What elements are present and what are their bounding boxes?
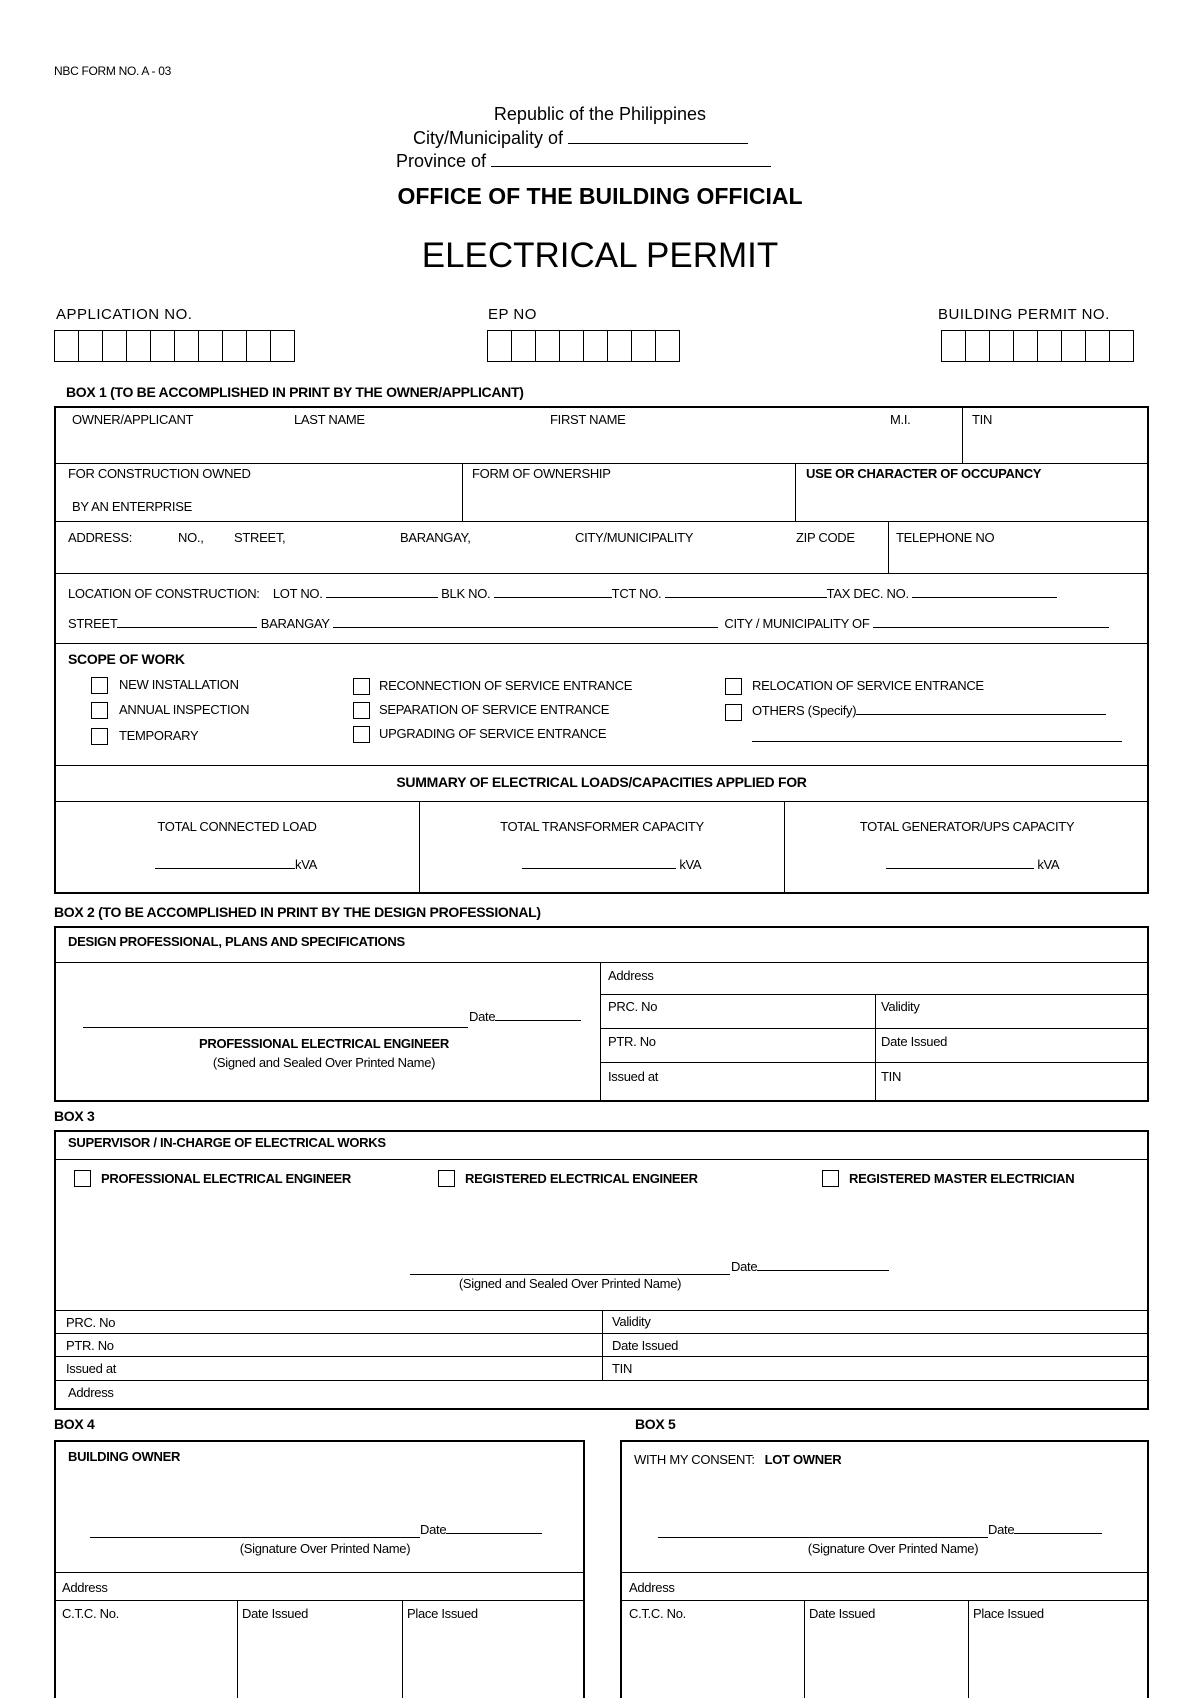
- others-checkbox[interactable]: [725, 704, 742, 721]
- box5-address-label: Address: [629, 1580, 675, 1595]
- separation-checkbox[interactable]: [353, 702, 370, 719]
- box5-signature-label: (Signature Over Printed Name): [807, 1541, 979, 1556]
- city-municipality-label: CITY/MUNICIPALITY: [575, 530, 694, 545]
- street2-label: STREET: [68, 616, 118, 631]
- box2-address-label: Address: [608, 968, 654, 983]
- office-title: OFFICE OF THE BUILDING OFFICIAL: [397, 183, 803, 209]
- blk-no-blank[interactable]: [494, 597, 612, 598]
- lot-no-blank[interactable]: [326, 597, 438, 598]
- tct-no-label: TCT NO.: [611, 586, 662, 601]
- box4-date-issued-label: Date Issued: [242, 1606, 309, 1621]
- box4: [54, 1440, 585, 1698]
- box5-ctc-label: C.T.C. No.: [629, 1606, 686, 1621]
- location-line: [68, 586, 1057, 601]
- city-blank[interactable]: [568, 143, 748, 144]
- box3-date-issued-label: Date Issued: [612, 1338, 679, 1353]
- application-no-label: APPLICATION NO.: [56, 306, 193, 323]
- box5-heading: BOX 5: [635, 1416, 676, 1432]
- reconnection-label: RECONNECTION OF SERVICE ENTRANCE: [379, 678, 633, 693]
- tin-label: TIN: [972, 412, 993, 427]
- telephone-label: TELEPHONE NO: [896, 530, 995, 545]
- first-name-label: FIRST NAME: [550, 412, 626, 427]
- box4-date-blank[interactable]: [446, 1533, 542, 1534]
- no-label: NO.,: [178, 530, 204, 545]
- street2-blank[interactable]: [117, 627, 257, 628]
- relocation-label: RELOCATION OF SERVICE ENTRANCE: [752, 678, 984, 693]
- box2-date-line: [469, 1009, 581, 1024]
- tax-dec-blank[interactable]: [912, 597, 1057, 598]
- box5-date-blank[interactable]: [1014, 1533, 1102, 1534]
- last-name-label: LAST NAME: [294, 412, 365, 427]
- ep-no-field[interactable]: [487, 330, 680, 362]
- box2-validity-label: Validity: [881, 999, 920, 1014]
- use-occupancy-label: USE OR CHARACTER OF OCCUPANCY: [806, 466, 1042, 481]
- box4-ctc-label: C.T.C. No.: [62, 1606, 119, 1621]
- others-blank[interactable]: [856, 714, 1106, 715]
- box4-date-label: Date: [420, 1522, 447, 1537]
- box2-tin-label: TIN: [881, 1069, 902, 1084]
- box2-issued-at-label: Issued at: [608, 1069, 659, 1084]
- city-label: City/Municipality of: [413, 128, 564, 148]
- box3-rme-checkbox[interactable]: [822, 1170, 839, 1187]
- province-blank[interactable]: [491, 166, 771, 167]
- by-enterprise-label: BY AN ENTERPRISE: [72, 499, 192, 514]
- box5-date-issued-label: Date Issued: [809, 1606, 876, 1621]
- new-installation-checkbox[interactable]: [91, 677, 108, 694]
- separation-label: SEPARATION OF SERVICE ENTRANCE: [379, 702, 610, 717]
- total-generator-label: TOTAL GENERATOR/UPS CAPACITY: [859, 819, 1075, 834]
- barangay-label: BARANGAY,: [400, 530, 471, 545]
- form-number: NBC FORM NO. A - 03: [54, 64, 171, 78]
- box3-date-blank[interactable]: [757, 1270, 889, 1271]
- box2-subheading: DESIGN PROFESSIONAL, PLANS AND SPECIFICATIONS: [68, 934, 405, 949]
- scope-of-work-label: SCOPE OF WORK: [68, 651, 185, 667]
- box5-place-issued-label: Place Issued: [973, 1606, 1044, 1621]
- for-construction-label: FOR CONSTRUCTION OWNED: [68, 466, 251, 481]
- permit-title: ELECTRICAL PERMIT: [421, 236, 779, 275]
- ep-no-label: EP NO: [488, 306, 537, 323]
- city2-label: CITY / MUNICIPALITY OF: [724, 616, 870, 631]
- address-label: ADDRESS:: [68, 530, 133, 545]
- box3-pee-checkbox[interactable]: [74, 1170, 91, 1187]
- box3-prc-label: PRC. No: [66, 1315, 116, 1330]
- upgrading-label: UPGRADING OF SERVICE ENTRANCE: [379, 726, 607, 741]
- reconnection-checkbox[interactable]: [353, 678, 370, 695]
- connected-load-blank[interactable]: [155, 868, 295, 869]
- box5-consent-label: WITH MY CONSENT:: [634, 1452, 755, 1467]
- box4-heading: BOX 4: [54, 1416, 95, 1432]
- box3-date-line: [731, 1259, 889, 1274]
- building-permit-no-label: BUILDING PERMIT NO.: [938, 306, 1110, 323]
- total-connected-load-label: TOTAL CONNECTED LOAD: [157, 819, 317, 834]
- box3-signature-line[interactable]: [410, 1274, 730, 1275]
- box3-ree-label: REGISTERED ELECTRICAL ENGINEER: [465, 1171, 698, 1186]
- box2-date-issued-label: Date Issued: [881, 1034, 948, 1049]
- new-installation-label: NEW INSTALLATION: [119, 677, 239, 692]
- box3-heading: BOX 3: [54, 1108, 95, 1124]
- building-permit-no-field[interactable]: [941, 330, 1134, 362]
- owner-applicant-label: OWNER/APPLICANT: [72, 412, 194, 427]
- temporary-checkbox[interactable]: [91, 728, 108, 745]
- zip-code-label: ZIP CODE: [796, 530, 855, 545]
- street-label: STREET,: [234, 530, 286, 545]
- barangay2-label: BARANGAY: [260, 616, 330, 631]
- others-line: [752, 703, 1106, 718]
- location-label: LOCATION OF CONSTRUCTION:: [68, 586, 260, 601]
- lot-no-label: LOT NO.: [272, 586, 323, 601]
- box2-heading: BOX 2 (TO BE ACCOMPLISHED IN PRINT BY THE DESIGN PROFESSIONAL): [54, 904, 541, 920]
- box5-signature-line[interactable]: [658, 1537, 988, 1538]
- barangay2-blank[interactable]: [333, 627, 718, 628]
- box5-date-label: Date: [988, 1522, 1015, 1537]
- box3-subheading: SUPERVISOR / IN-CHARGE OF ELECTRICAL WORKS: [68, 1135, 386, 1150]
- box3-pee-label: PROFESSIONAL ELECTRICAL ENGINEER: [101, 1171, 351, 1186]
- box3-address-label: Address: [68, 1385, 114, 1400]
- box5-date-line: [988, 1522, 1102, 1537]
- box3-tin-label: TIN: [612, 1361, 633, 1376]
- box2-signed-label: (Signed and Sealed Over Printed Name): [212, 1055, 436, 1070]
- blk-no-label: BLK NO.: [441, 586, 491, 601]
- box2-ptr-label: PTR. No: [608, 1034, 656, 1049]
- box3-issued-at-label: Issued at: [66, 1361, 117, 1376]
- total-transformer-label: TOTAL TRANSFORMER CAPACITY: [500, 819, 704, 834]
- generator-blank[interactable]: [886, 868, 1034, 869]
- others-label: OTHERS (Specify): [752, 703, 857, 718]
- box3-ptr-label: PTR. No: [66, 1338, 114, 1353]
- box2-pee-label: PROFESSIONAL ELECTRICAL ENGINEER: [199, 1036, 449, 1051]
- box4-place-issued-label: Place Issued: [407, 1606, 478, 1621]
- relocation-checkbox[interactable]: [725, 678, 742, 695]
- annual-inspection-checkbox[interactable]: [91, 702, 108, 719]
- generator-kva: kVA: [1037, 857, 1060, 872]
- tct-no-blank[interactable]: [665, 597, 827, 598]
- mi-label: M.I.: [890, 412, 911, 427]
- transformer-blank[interactable]: [522, 868, 676, 869]
- republic-line: Republic of the Philippines: [493, 104, 707, 124]
- box5-lot-owner-label: LOT OWNER: [764, 1452, 842, 1467]
- box2-date-label: Date: [469, 1009, 496, 1024]
- box2-date-blank[interactable]: [495, 1020, 581, 1021]
- box4-signature-label: (Signature Over Printed Name): [239, 1541, 411, 1556]
- form-of-ownership-label: FORM OF OWNERSHIP: [472, 466, 611, 481]
- upgrading-checkbox[interactable]: [353, 726, 370, 743]
- location-line-2: [68, 616, 1109, 631]
- city2-blank[interactable]: [873, 627, 1109, 628]
- box5-consent-line: [634, 1452, 841, 1467]
- transformer-line: [522, 857, 701, 872]
- box3-date-label: Date: [731, 1259, 758, 1274]
- summary-heading: SUMMARY OF ELECTRICAL LOADS/CAPACITIES APPLIED FOR: [396, 774, 807, 790]
- box2: [54, 926, 1149, 1102]
- box1-heading: BOX 1 (TO BE ACCOMPLISHED IN PRINT BY THE OWNER/APPLICANT): [66, 384, 524, 400]
- city-line: [413, 128, 748, 149]
- box4-subheading: BUILDING OWNER: [68, 1449, 181, 1464]
- box3-validity-label: Validity: [612, 1314, 651, 1329]
- box2-signature-line[interactable]: [83, 1027, 468, 1028]
- others-blank-2[interactable]: [752, 741, 1122, 742]
- temporary-label: TEMPORARY: [119, 728, 199, 743]
- transformer-kva: kVA: [679, 857, 702, 872]
- box4-address-label: Address: [62, 1580, 108, 1595]
- province-label: Province of: [396, 151, 487, 171]
- generator-line: [886, 857, 1059, 872]
- box5: [620, 1440, 1149, 1698]
- box3-rme-label: REGISTERED MASTER ELECTRICIAN: [849, 1171, 1075, 1186]
- box3-ree-checkbox[interactable]: [438, 1170, 455, 1187]
- connected-load-line: [155, 857, 317, 872]
- application-no-field[interactable]: [54, 330, 295, 362]
- box4-signature-line[interactable]: [90, 1537, 420, 1538]
- box2-prc-label: PRC. No: [608, 999, 658, 1014]
- connected-kva: kVA: [295, 857, 317, 872]
- tax-dec-label: TAX DEC. NO.: [826, 586, 909, 601]
- box3-signed-label: (Signed and Sealed Over Printed Name): [458, 1276, 682, 1291]
- annual-inspection-label: ANNUAL INSPECTION: [119, 702, 250, 717]
- province-line: [396, 151, 771, 172]
- box4-date-line: [420, 1522, 542, 1537]
